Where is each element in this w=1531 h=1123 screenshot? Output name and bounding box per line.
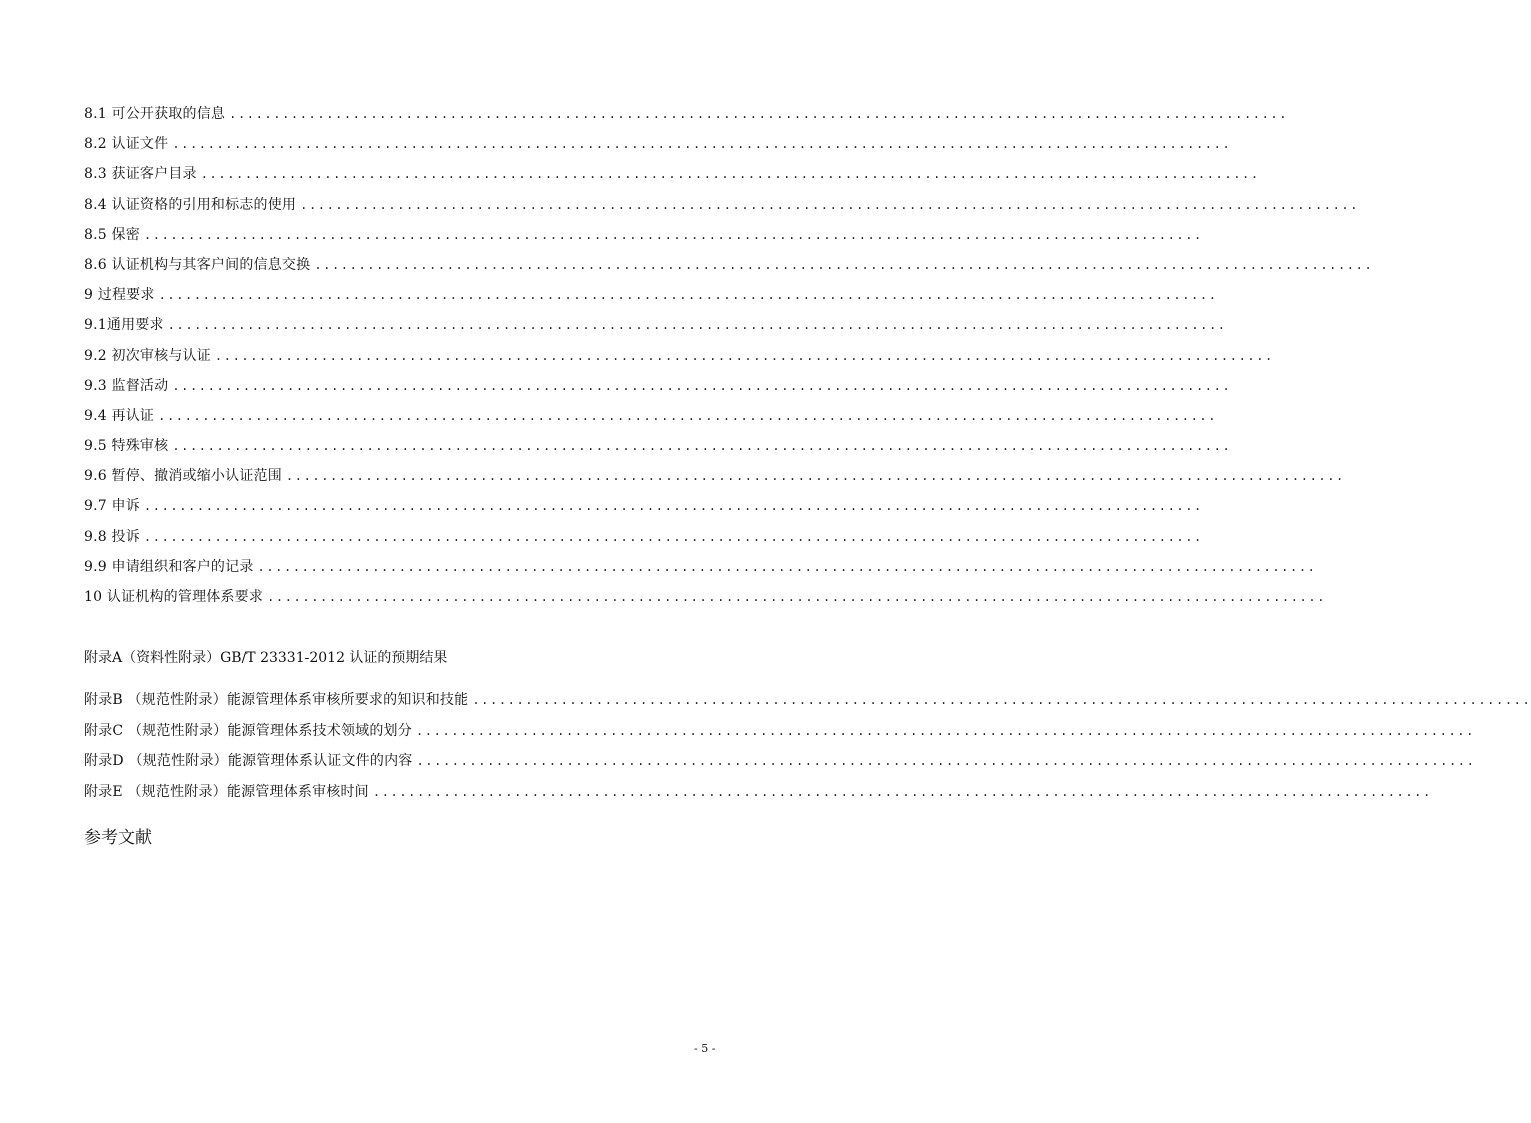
- dot-leader: ........................................................................................................................: [300, 197, 1360, 212]
- toc-entry[interactable]: [84, 436, 1232, 466]
- dot-leader: ........................................................................................................................: [143, 227, 1203, 242]
- toc-annex-label: 附录C （规范性附录）能源管理体系技术领域的划分: [84, 722, 412, 739]
- toc-annex-label: 附录E （规范性附录）能源管理体系审核时间: [84, 783, 369, 800]
- toc-entry-label: 9.4 再认证: [84, 407, 155, 424]
- toc-annex-label: 附录D （规范性附录）能源管理体系认证文件的内容: [84, 753, 413, 769]
- toc-entry[interactable]: [84, 587, 1327, 617]
- toc-entry-label: 9.5 特殊审核: [84, 438, 169, 455]
- toc-entry-label: 10 认证机构的管理体系要求: [84, 589, 264, 605]
- table-of-contents: [84, 104, 1374, 617]
- toc-entry-label: 8.6 认证机构与其客户间的信息交换: [84, 256, 311, 273]
- toc-entry-label: 9.6 暂停、撤消或缩小认证范围: [84, 468, 282, 485]
- toc-references[interactable]: 参考文献: [84, 828, 152, 848]
- toc-entry[interactable]: [84, 527, 1203, 557]
- toc-entry[interactable]: [84, 195, 1360, 225]
- toc-entry[interactable]: [84, 496, 1203, 526]
- toc-entry-label: 8.2 认证文件: [84, 136, 169, 153]
- toc-annex-entry[interactable]: [84, 751, 1476, 782]
- dot-leader: ........................................................................................................................: [172, 439, 1232, 454]
- toc-entry-label: 8.5 保密: [84, 226, 140, 243]
- toc-entry-label: 8.3 获证客户目录: [84, 166, 197, 183]
- dot-leader: ........................................................................................................................: [143, 529, 1203, 544]
- toc-entry-label: 8.1 可公开获取的信息: [84, 106, 226, 122]
- dot-leader: ........................................................................................................................: [214, 348, 1274, 363]
- dot-leader: ........................................................................................................................: [200, 167, 1260, 182]
- dot-leader: ........................................................................................................................: [415, 723, 1475, 738]
- toc-entry-label: 9 过程要求: [84, 287, 155, 304]
- toc-entry-label: 9.9 申请组织和客户的记录: [84, 558, 254, 575]
- toc-entry[interactable]: [84, 255, 1374, 285]
- dot-leader: ........................................................................................................................: [267, 590, 1327, 604]
- dot-leader: ........................................................................................................................: [158, 408, 1218, 423]
- toc-entry-label: 9.7 申诉: [84, 498, 140, 515]
- dot-leader: ........................................................................................................................: [143, 499, 1203, 514]
- dot-leader: ........................................................................................................................: [229, 107, 1289, 121]
- toc-entry[interactable]: [84, 285, 1218, 315]
- toc-annex-a[interactable]: 附录A（资料性附录）GB/T 23331-2012 认证的预期结果: [84, 650, 448, 666]
- dot-leader: ........................................................................................................................: [172, 137, 1232, 152]
- toc-entry[interactable]: [84, 466, 1345, 496]
- toc-entry-label: 8.4 认证资格的引用和标志的使用: [84, 196, 297, 213]
- toc-entry-label: 9.2 初次审核与认证: [84, 347, 211, 364]
- dot-leader: ........................................................................................................................: [472, 693, 1531, 707]
- dot-leader: ........................................................................................................................: [172, 378, 1232, 393]
- toc-entry[interactable]: [84, 376, 1232, 406]
- toc-annex-entry[interactable]: [84, 690, 1531, 721]
- toc-entry-label: 9.1通用要求: [84, 317, 164, 334]
- dot-leader: ........................................................................................................................: [416, 754, 1476, 768]
- toc-entry-label: 9.8 投诉: [84, 528, 140, 545]
- toc-entry[interactable]: [84, 315, 1227, 345]
- toc-entry-label: 9.3 监督活动: [84, 377, 169, 394]
- toc-entry[interactable]: [84, 164, 1260, 194]
- dot-leader: ........................................................................................................................: [372, 784, 1432, 799]
- annex-list: [84, 690, 1531, 812]
- toc-entry[interactable]: [84, 557, 1317, 587]
- dot-leader: ........................................................................................................................: [167, 318, 1227, 333]
- toc-entry[interactable]: [84, 346, 1274, 376]
- toc-annex-label: 附录B （规范性附录）能源管理体系审核所要求的知识和技能: [84, 692, 469, 708]
- toc-entry[interactable]: [84, 225, 1203, 255]
- dot-leader: ........................................................................................................................: [314, 257, 1374, 272]
- toc-entry[interactable]: [84, 104, 1289, 134]
- dot-leader: ........................................................................................................................: [285, 469, 1345, 484]
- dot-leader: ........................................................................................................................: [158, 288, 1218, 303]
- page-number: - 5 -: [694, 1042, 716, 1055]
- toc-entry[interactable]: [84, 406, 1218, 436]
- dot-leader: ........................................................................................................................: [257, 559, 1317, 574]
- toc-annex-entry[interactable]: [84, 782, 1432, 813]
- toc-entry[interactable]: [84, 134, 1232, 164]
- toc-annex-entry[interactable]: [84, 721, 1475, 752]
